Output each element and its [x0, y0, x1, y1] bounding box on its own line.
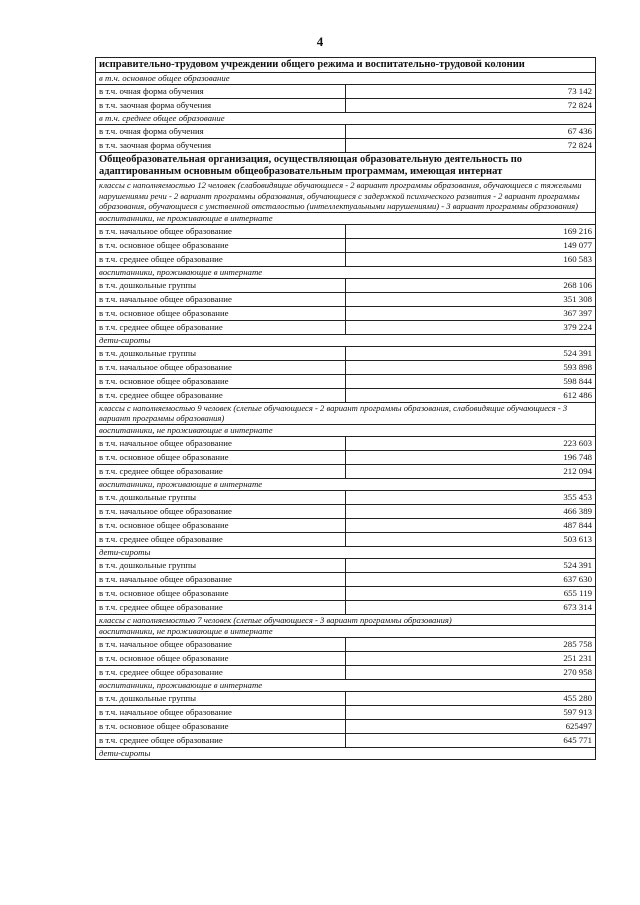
table-row: [96, 734, 596, 748]
table-row: [96, 532, 596, 546]
row-value: 524 391: [346, 558, 596, 572]
subsection-row: [96, 680, 596, 692]
row-label: в т.ч. начальное общее образование: [96, 504, 346, 518]
row-value: 466 389: [346, 504, 596, 518]
table-row: [96, 346, 596, 360]
tariff-table: [95, 57, 596, 760]
row-label: в т.ч. основное общее образование: [96, 450, 346, 464]
table-row: [96, 706, 596, 720]
table-row: [96, 374, 596, 388]
table-row: [96, 490, 596, 504]
row-label: в т.ч. среднее общее образование: [96, 532, 346, 546]
row-value: 612 486: [346, 388, 596, 402]
row-value: 223 603: [346, 436, 596, 450]
table-row: [96, 638, 596, 652]
row-value: 270 958: [346, 666, 596, 680]
row-label: в т.ч. очная форма обучения: [96, 125, 346, 139]
row-label: в т.ч. заочная форма обучения: [96, 139, 346, 153]
row-value: 67 436: [346, 125, 596, 139]
table-row: [96, 692, 596, 706]
table-row: [96, 238, 596, 252]
section-heading: Общеобразовательная организация, осуществляющая образовательную деятельность по адаптированным основным общеобразовательным программам, имеющая интернат: [96, 153, 596, 180]
row-label: в т.ч. основное общее образование: [96, 652, 346, 666]
subsection-label: в т.ч. среднее общее образование: [96, 113, 596, 125]
row-label: в т.ч. дошкольные группы: [96, 692, 346, 706]
table-row: [96, 306, 596, 320]
row-value: 351 308: [346, 292, 596, 306]
row-value: 598 844: [346, 374, 596, 388]
table-row: [96, 360, 596, 374]
table-row: [96, 558, 596, 572]
table-row: [96, 666, 596, 680]
row-value: 169 216: [346, 224, 596, 238]
row-label: в т.ч. начальное общее образование: [96, 292, 346, 306]
row-label: в т.ч. начальное общее образование: [96, 224, 346, 238]
table-row: [96, 252, 596, 266]
row-label: в т.ч. заочная форма обучения: [96, 99, 346, 113]
row-label: в т.ч. начальное общее образование: [96, 572, 346, 586]
subsection-row: [96, 748, 596, 760]
row-value: 673 314: [346, 600, 596, 614]
row-value: 455 280: [346, 692, 596, 706]
page-number: 4: [316, 34, 324, 49]
row-label: в т.ч. основное общее образование: [96, 518, 346, 532]
row-label: в т.ч. основное общее образование: [96, 586, 346, 600]
row-label: в т.ч. среднее общее образование: [96, 600, 346, 614]
subsection-label: дети-сироты: [96, 748, 596, 760]
subsection-row: [96, 212, 596, 224]
table-row: [96, 720, 596, 734]
row-label: в т.ч. дошкольные группы: [96, 558, 346, 572]
table-row: [96, 600, 596, 614]
row-label: в т.ч. среднее общее образование: [96, 320, 346, 334]
subsection-row: [96, 546, 596, 558]
table-row: [96, 652, 596, 666]
class-description: классы с наполняемостью 9 человек (слепые обучающиеся - 2 вариант программы образования, слабовидящие обучающиеся - 3 вариант программы образования): [96, 402, 596, 424]
table-row: [96, 320, 596, 334]
row-value: 72 824: [346, 99, 596, 113]
subsection-row: [96, 424, 596, 436]
table-row: [96, 450, 596, 464]
subsection-row: [96, 180, 596, 213]
row-value: 637 630: [346, 572, 596, 586]
subsection-label: воспитанники, проживающие в интернате: [96, 680, 596, 692]
row-value: 503 613: [346, 532, 596, 546]
row-value: 196 748: [346, 450, 596, 464]
table-row: [96, 85, 596, 99]
subsection-row: [96, 626, 596, 638]
row-value: 268 106: [346, 278, 596, 292]
row-label: в т.ч. среднее общее образование: [96, 464, 346, 478]
section-heading-row: [96, 153, 596, 180]
row-label: в т.ч. начальное общее образование: [96, 638, 346, 652]
row-label: в т.ч. основное общее образование: [96, 374, 346, 388]
row-label: в т.ч. основное общее образование: [96, 720, 346, 734]
row-value: 367 397: [346, 306, 596, 320]
table-row: [96, 464, 596, 478]
subsection-label: дети-сироты: [96, 546, 596, 558]
subsection-label: воспитанники, не проживающие в интернате: [96, 212, 596, 224]
row-value: 72 824: [346, 139, 596, 153]
subsection-row: [96, 334, 596, 346]
subsection-label: в т.ч. основное общее образование: [96, 73, 596, 85]
class-description: классы с наполняемостью 7 человек (слепые обучающиеся - 3 вариант программы образования): [96, 614, 596, 626]
row-value: 597 913: [346, 706, 596, 720]
row-label: в т.ч. начальное общее образование: [96, 706, 346, 720]
row-value: 655 119: [346, 586, 596, 600]
row-value: 251 231: [346, 652, 596, 666]
row-value: 379 224: [346, 320, 596, 334]
row-value: 355 453: [346, 490, 596, 504]
row-value: 625497: [346, 720, 596, 734]
table-row: [96, 292, 596, 306]
row-label: в т.ч. основное общее образование: [96, 306, 346, 320]
table-row: [96, 224, 596, 238]
table-row: [96, 518, 596, 532]
table-row: [96, 586, 596, 600]
row-label: в т.ч. дошкольные группы: [96, 346, 346, 360]
table-row: [96, 436, 596, 450]
row-label: в т.ч. начальное общее образование: [96, 360, 346, 374]
section-heading-row: [96, 58, 596, 73]
subsection-label: воспитанники, проживающие в интернате: [96, 266, 596, 278]
row-label: в т.ч. среднее общее образование: [96, 252, 346, 266]
row-value: 160 583: [346, 252, 596, 266]
subsection-row: [96, 614, 596, 626]
table-row: [96, 125, 596, 139]
subsection-row: [96, 402, 596, 424]
row-label: в т.ч. среднее общее образование: [96, 666, 346, 680]
table-row: [96, 388, 596, 402]
row-label: в т.ч. дошкольные группы: [96, 490, 346, 504]
table-body: [96, 58, 596, 760]
row-label: в т.ч. основное общее образование: [96, 238, 346, 252]
subsection-label: воспитанники, не проживающие в интернате: [96, 626, 596, 638]
row-label: в т.ч. начальное общее образование: [96, 436, 346, 450]
table-row: [96, 504, 596, 518]
row-label: в т.ч. среднее общее образование: [96, 734, 346, 748]
subsection-row: [96, 478, 596, 490]
subsection-label: воспитанники, не проживающие в интернате: [96, 424, 596, 436]
table-row: [96, 278, 596, 292]
row-value: 645 771: [346, 734, 596, 748]
subsection-row: [96, 73, 596, 85]
row-value: 212 094: [346, 464, 596, 478]
row-value: 149 077: [346, 238, 596, 252]
row-label: в т.ч. дошкольные группы: [96, 278, 346, 292]
table-row: [96, 139, 596, 153]
class-description: классы с наполняемостью 12 человек (слабовидящие обучающиеся - 2 вариант программы образования, обучающиеся с тяжелыми нарушениями речи - 2 вариант программы образования, обучающиеся с задержкой психического развития - 2 вариант программы образования, обучающиеся с умственной отсталостью (интеллектуальными нарушениями) - 3 вариант программы образования): [96, 180, 596, 213]
row-value: 487 844: [346, 518, 596, 532]
row-label: в т.ч. среднее общее образование: [96, 388, 346, 402]
row-value: 593 898: [346, 360, 596, 374]
subsection-row: [96, 266, 596, 278]
section-heading: исправительно-трудовом учреждении общего режима и воспитательно-трудовой колонии: [96, 58, 596, 73]
row-label: в т.ч. очная форма обучения: [96, 85, 346, 99]
subsection-label: дети-сироты: [96, 334, 596, 346]
subsection-label: воспитанники, проживающие в интернате: [96, 478, 596, 490]
row-value: 73 142: [346, 85, 596, 99]
subsection-row: [96, 113, 596, 125]
row-value: 285 758: [346, 638, 596, 652]
row-value: 524 391: [346, 346, 596, 360]
table-row: [96, 99, 596, 113]
table-row: [96, 572, 596, 586]
